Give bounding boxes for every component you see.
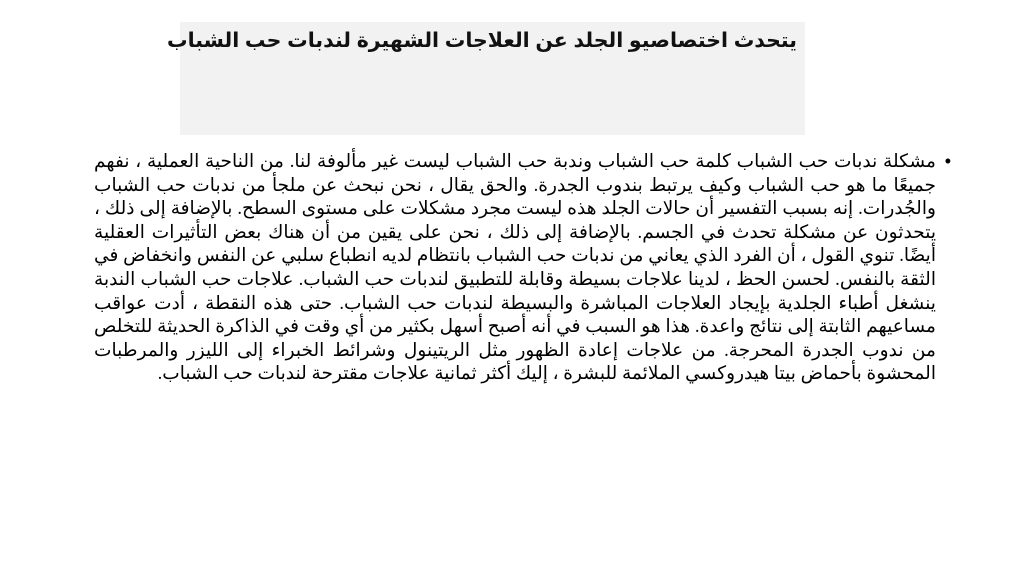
body-paragraph: مشكلة ندبات حب الشباب كلمة حب الشباب وندبة حب الشباب ليست غير مألوفة لنا. من الناحية العملية ، نفهم جميعًا ما هو حب الشباب وكيف يرتبط بندوب الجدرة. والحق يقال ، نحن نبحث عن ملجأ من ندبات حب الشباب والجُدرات. إنه بسبب التفسير أن حالات الجلد هذه ليست مجرد مشكلات على مستوى السطح. بالإضافة إلى ذلك ، يتحدثون عن مشكلة تحدث في الجسم. بالإضافة إلى ذلك ، نحن على يقين من أن هناك بعض التأثيرات العقلية أيضًا. تنوي القول ، أن الفرد الذي يعاني من ندبات حب الشباب بانتظام لديه انطباع سلبي عن النفس وانخفاض في الثقة بالنفس. لحسن الحظ ، لدينا علاجات بسيطة وقابلة للتطبيق لندبات حب الشباب. علاجات حب الشباب الندبة ينشغل أطباء الجلدية بإيجاد العلاجات المباشرة والبسيطة لندبات حب الشباب. حتى هذه النقطة ، أدت عواقب مساعيهم الثابتة إلى نتائج واعدة. هذا هو السبب في أنه أصبح أسهل بكثير من أي وقت في الذاكرة الحديثة للتخلص من ندوب الجدرة المحرجة. من علاجات إعادة الظهور مثل الريتينول وشرائط الخبراء إلى الليزر والمرطبات المحشوة بأحماض بيتا هيدروكسي الملائمة للبشرة ، إليك أكثر ثمانية علاجات مقترحة لندبات حب الشباب. [94,151,936,385]
slide-title: يتحدث اختصاصيو الجلد عن العلاجات الشهيرة لندبات حب الشباب [166,29,797,52]
slide-title-box [166,22,805,135]
bullet-icon: • [944,151,951,171]
slide-content [94,150,951,386]
